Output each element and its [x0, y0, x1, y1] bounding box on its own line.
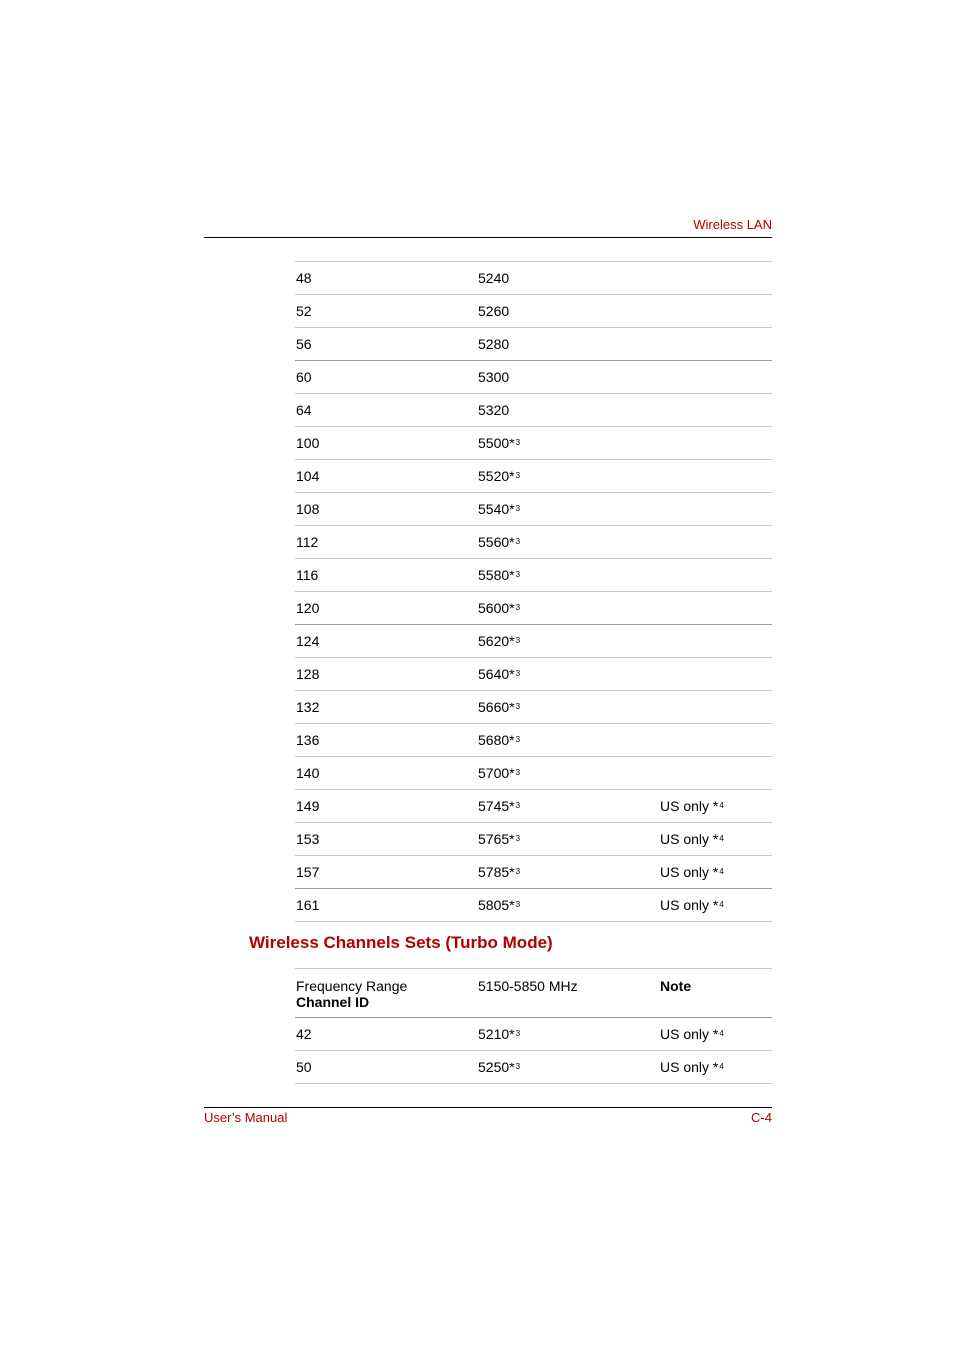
- frequency-value: 5280: [478, 336, 510, 352]
- note-value: US only *: [660, 1026, 719, 1042]
- frequency-cell: [478, 369, 509, 385]
- table-row: [295, 295, 772, 328]
- channel-id-cell: 48: [296, 270, 312, 286]
- footnote-marker: 3: [515, 1062, 521, 1071]
- frequency-cell: [478, 732, 520, 748]
- channel-id-cell: 112: [296, 534, 319, 550]
- table-row: [295, 757, 772, 790]
- frequency-cell: [478, 435, 520, 451]
- note-cell: [660, 1026, 724, 1042]
- table-row: [295, 559, 772, 592]
- turbo-channel-table: [295, 968, 772, 1084]
- table-row: [295, 394, 772, 427]
- footnote-marker: 4: [719, 900, 724, 909]
- footnote-marker: 3: [515, 867, 521, 876]
- frequency-value: 5320: [478, 402, 510, 418]
- footnote-marker: 3: [515, 471, 521, 480]
- channel-id-cell: 132: [296, 699, 320, 715]
- footnote-marker: 3: [515, 570, 521, 579]
- footnote-marker: 3: [515, 669, 521, 678]
- frequency-value: 5540*: [478, 501, 515, 517]
- table-row: [295, 658, 772, 691]
- note-value: US only *: [660, 831, 719, 847]
- frequency-value: 5640*: [478, 666, 515, 682]
- frequency-value: 5210*: [478, 1026, 515, 1042]
- table-row: [295, 427, 772, 460]
- footnote-marker: 3: [515, 1029, 521, 1038]
- header-label-band: 5150-5850 MHz: [478, 978, 578, 994]
- frequency-cell: [478, 699, 520, 715]
- note-value: US only *: [660, 897, 719, 913]
- frequency-value: 5600*: [478, 600, 515, 616]
- header-label-channel-id: Channel ID: [296, 994, 370, 1010]
- frequency-cell: [478, 270, 509, 286]
- footnote-marker: 4: [719, 1029, 724, 1038]
- footnote-marker: 4: [719, 801, 724, 810]
- frequency-value: 5240: [478, 270, 510, 286]
- channel-id-cell: 124: [296, 633, 320, 649]
- table-row: [295, 526, 772, 559]
- channel-id-cell: 104: [296, 468, 320, 484]
- table-row: [295, 724, 772, 757]
- channel-id-cell: 64: [296, 402, 312, 418]
- channel-table: [295, 261, 772, 922]
- frequency-cell: [478, 897, 520, 913]
- running-header-title: Wireless LAN: [693, 217, 772, 232]
- footnote-marker: 3: [515, 603, 521, 612]
- channel-id-cell: 100: [296, 435, 320, 451]
- footnote-marker: 3: [515, 702, 521, 711]
- frequency-value: 5520*: [478, 468, 515, 484]
- table-header-row: [295, 969, 772, 1018]
- table-row: [295, 823, 772, 856]
- table-row: [295, 361, 772, 394]
- channel-id-cell: 157: [296, 864, 320, 880]
- channel-id-cell: 140: [296, 765, 320, 781]
- frequency-value: 5700*: [478, 765, 515, 781]
- footnote-marker: 3: [515, 504, 521, 513]
- table-row: [295, 328, 772, 361]
- channel-id-cell: 56: [296, 336, 312, 352]
- footer-divider: [204, 1107, 772, 1108]
- header-cell-frequency-range: [296, 978, 407, 1010]
- frequency-cell: [478, 1059, 520, 1075]
- frequency-value: 5260: [478, 303, 510, 319]
- footer-manual-title: User’s Manual: [204, 1110, 288, 1125]
- frequency-cell: [478, 534, 520, 550]
- channel-id-cell: 161: [296, 897, 320, 913]
- note-cell: [660, 831, 724, 847]
- section-title: Wireless Channels Sets (Turbo Mode): [249, 933, 553, 952]
- frequency-cell: [478, 864, 520, 880]
- note-cell: [660, 864, 724, 880]
- table-row: [295, 592, 772, 625]
- frequency-cell: [478, 567, 520, 583]
- frequency-value: 5785*: [478, 864, 515, 880]
- channel-id-cell: 52: [296, 303, 312, 319]
- frequency-cell: [478, 336, 509, 352]
- footnote-marker: 3: [515, 801, 521, 810]
- header-divider: [204, 237, 772, 238]
- footnote-marker: 4: [719, 867, 724, 876]
- frequency-value: 5620*: [478, 633, 515, 649]
- channel-id-cell: 108: [296, 501, 320, 517]
- table-row: [295, 493, 772, 526]
- note-value: US only *: [660, 1059, 719, 1075]
- frequency-cell: [478, 666, 520, 682]
- footnote-marker: 3: [515, 834, 521, 843]
- channel-id-cell: 149: [296, 798, 320, 814]
- table-row: [295, 889, 772, 922]
- frequency-value: 5500*: [478, 435, 515, 451]
- channel-id-cell: 136: [296, 732, 320, 748]
- channel-id-cell: 60: [296, 369, 312, 385]
- table-row: [295, 691, 772, 724]
- note-cell: [660, 1059, 724, 1075]
- channel-id-cell: 42: [296, 1026, 312, 1042]
- footnote-marker: 3: [515, 900, 521, 909]
- channel-id-cell: 128: [296, 666, 320, 682]
- frequency-cell: [478, 303, 509, 319]
- footnote-marker: 3: [515, 537, 521, 546]
- frequency-value: 5560*: [478, 534, 515, 550]
- table-row: [295, 856, 772, 889]
- table-row: [295, 1018, 772, 1051]
- frequency-value: 5745*: [478, 798, 515, 814]
- frequency-cell: [478, 501, 520, 517]
- channel-id-cell: 50: [296, 1059, 312, 1075]
- header-label-note: Note: [660, 978, 692, 994]
- note-cell: [660, 798, 724, 814]
- header-label-frequency-range: Frequency Range: [296, 978, 408, 994]
- footnote-marker: 3: [515, 768, 521, 777]
- frequency-cell: [478, 402, 509, 418]
- table-row: [295, 262, 772, 295]
- footnote-marker: 3: [515, 735, 521, 744]
- frequency-cell: [478, 1026, 520, 1042]
- footnote-marker: 3: [515, 636, 521, 645]
- frequency-value: 5300: [478, 369, 510, 385]
- table-row: [295, 460, 772, 493]
- frequency-value: 5660*: [478, 699, 515, 715]
- channel-id-cell: 153: [296, 831, 320, 847]
- channel-id-cell: 116: [296, 567, 319, 583]
- frequency-cell: [478, 831, 520, 847]
- footnote-marker: 4: [719, 1062, 724, 1071]
- footnote-marker: 3: [515, 438, 521, 447]
- frequency-cell: [478, 633, 520, 649]
- frequency-value: 5680*: [478, 732, 515, 748]
- page-number: C-4: [751, 1110, 772, 1125]
- frequency-value: 5805*: [478, 897, 515, 913]
- frequency-value: 5250*: [478, 1059, 515, 1075]
- frequency-cell: [478, 468, 520, 484]
- note-cell: [660, 897, 724, 913]
- frequency-cell: [478, 798, 520, 814]
- footnote-marker: 4: [719, 834, 724, 843]
- frequency-value: 5765*: [478, 831, 515, 847]
- frequency-cell: [478, 600, 520, 616]
- note-value: US only *: [660, 864, 719, 880]
- table-row: [295, 625, 772, 658]
- note-value: US only *: [660, 798, 719, 814]
- frequency-value: 5580*: [478, 567, 515, 583]
- table-row: [295, 790, 772, 823]
- table-row: [295, 1051, 772, 1084]
- frequency-cell: [478, 765, 520, 781]
- channel-id-cell: 120: [296, 600, 320, 616]
